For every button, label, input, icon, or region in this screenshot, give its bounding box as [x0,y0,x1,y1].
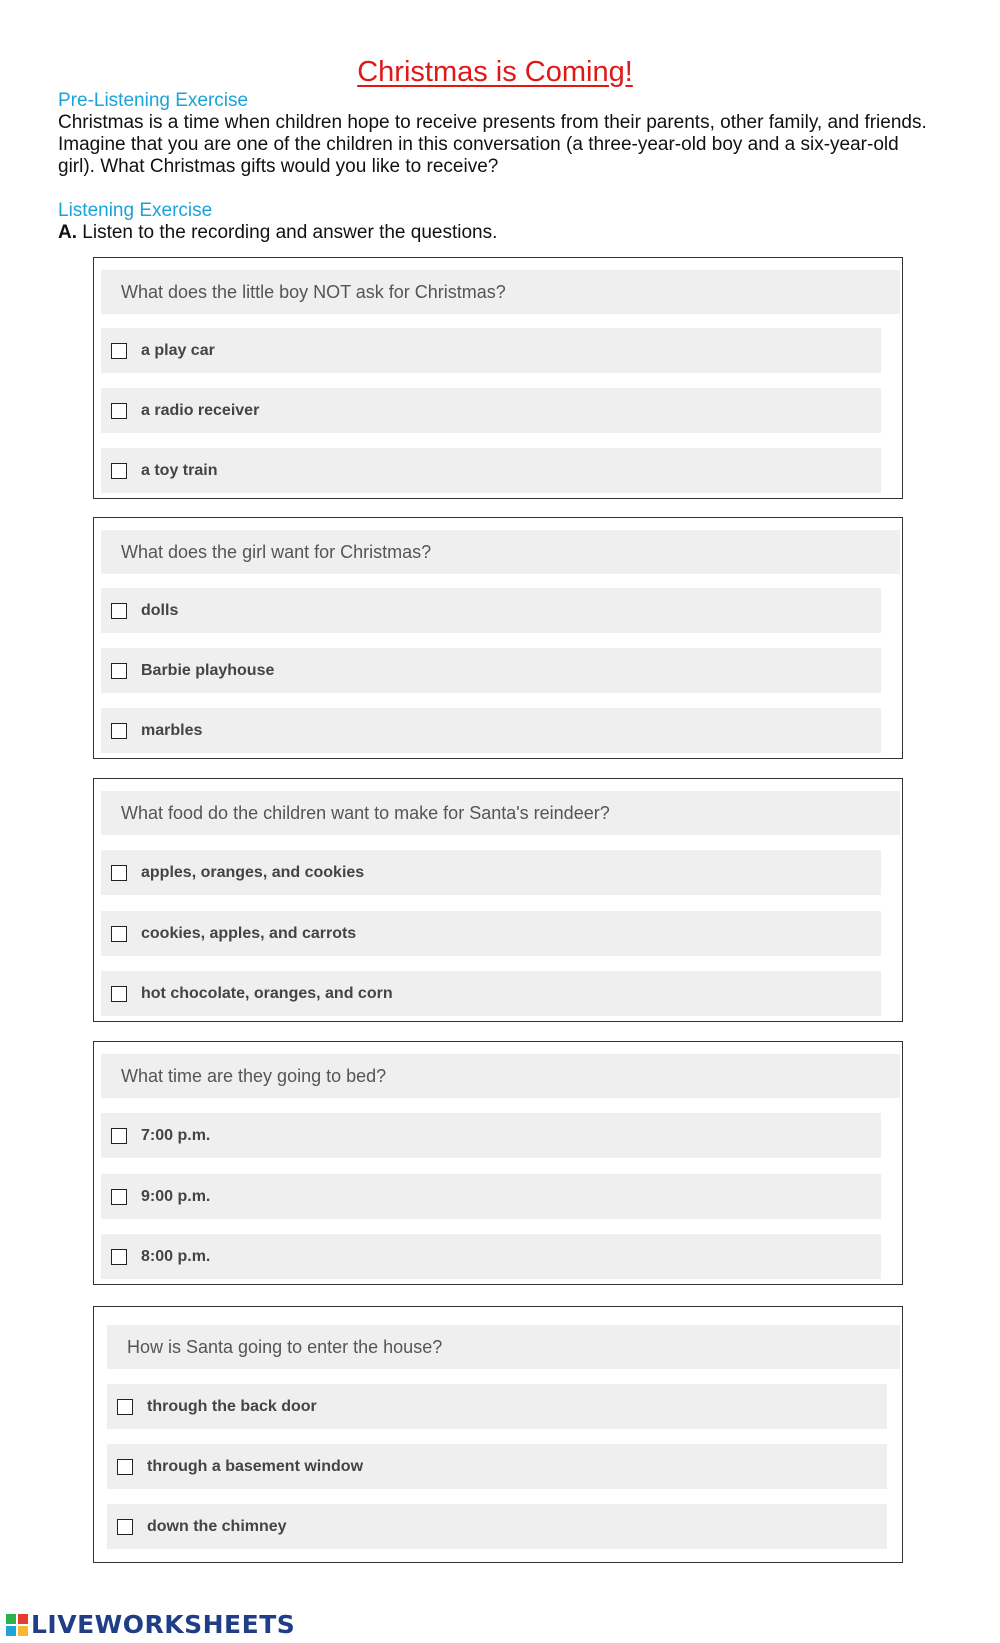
option-label: Barbie playhouse [141,661,275,679]
question-text: What does the girl want for Christmas? [101,530,900,574]
answer-option[interactable] [101,911,881,956]
checkbox[interactable] [111,663,127,679]
checkbox[interactable] [111,723,127,739]
checkbox[interactable] [111,1249,127,1265]
option-label: through a basement window [147,1457,364,1475]
option-label: 8:00 p.m. [141,1247,211,1265]
checkbox[interactable] [111,343,127,359]
listening-instruction [58,222,938,244]
question-text: What time are they going to bed? [101,1054,900,1098]
checkbox[interactable] [111,1189,127,1205]
question-card [93,778,903,1022]
checkbox[interactable] [111,603,127,619]
question-card [93,257,903,499]
pre-listening-heading: Pre-Listening Exercise [58,90,249,111]
answer-option[interactable] [101,388,881,433]
brand-name: LIVEWORKSHEETS [31,1610,296,1639]
checkbox[interactable] [111,463,127,479]
option-label: 9:00 p.m. [141,1187,211,1205]
question-text: How is Santa going to enter the house? [107,1325,900,1369]
option-label: a toy train [141,461,218,479]
answer-option[interactable] [101,448,881,493]
instruction-prefix: A. [58,222,77,243]
worksheet-title: Christmas is Coming! [357,56,633,88]
answer-option[interactable] [107,1444,887,1489]
option-label: a radio receiver [141,401,260,419]
logo-square [18,1626,28,1636]
option-label: a play car [141,341,215,359]
option-label: apples, oranges, and cookies [141,863,365,881]
question-text: What food do the children want to make for Santa's reindeer? [101,791,900,835]
liveworksheets-logo[interactable] [6,1610,295,1639]
answer-option[interactable] [101,648,881,693]
option-label: 7:00 p.m. [141,1126,211,1144]
checkbox[interactable] [111,926,127,942]
checkbox[interactable] [111,986,127,1002]
option-label: cookies, apples, and carrots [141,924,357,942]
answer-option[interactable] [101,708,881,753]
answer-option[interactable] [101,1174,881,1219]
question-card [93,517,903,759]
logo-square [6,1626,16,1636]
pre-listening-text: Christmas is a time when children hope to receive presents from their parents, other family, and friends. Imagine that you are one of the children in this conversation (a three-year-old boy and a six-year-old girl). What Christmas gifts would you like to receive? [58,112,927,177]
answer-option[interactable] [101,588,881,633]
option-label: hot chocolate, oranges, and corn [141,984,393,1002]
answer-option[interactable] [101,328,881,373]
option-label: through the back door [147,1397,317,1415]
checkbox[interactable] [117,1459,133,1475]
answer-option[interactable] [101,850,881,895]
logo-square [6,1614,16,1624]
question-text: What does the little boy NOT ask for Christmas? [101,270,900,314]
answer-option[interactable] [101,1234,881,1279]
checkbox[interactable] [111,403,127,419]
question-card [93,1306,903,1563]
answer-option[interactable] [101,1113,881,1158]
checkbox[interactable] [117,1399,133,1415]
question-card [93,1041,903,1285]
checkbox[interactable] [111,865,127,881]
listening-heading: Listening Exercise [58,200,213,221]
instruction-text: Listen to the recording and answer the questions. [82,222,498,243]
option-label: down the chimney [147,1517,287,1535]
option-label: dolls [141,601,179,619]
checkbox[interactable] [111,1128,127,1144]
answer-option[interactable] [107,1384,887,1429]
logo-icon [6,1614,28,1636]
option-label: marbles [141,721,203,739]
checkbox[interactable] [117,1519,133,1535]
answer-option[interactable] [107,1504,887,1549]
logo-square [18,1614,28,1624]
answer-option[interactable] [101,971,881,1016]
